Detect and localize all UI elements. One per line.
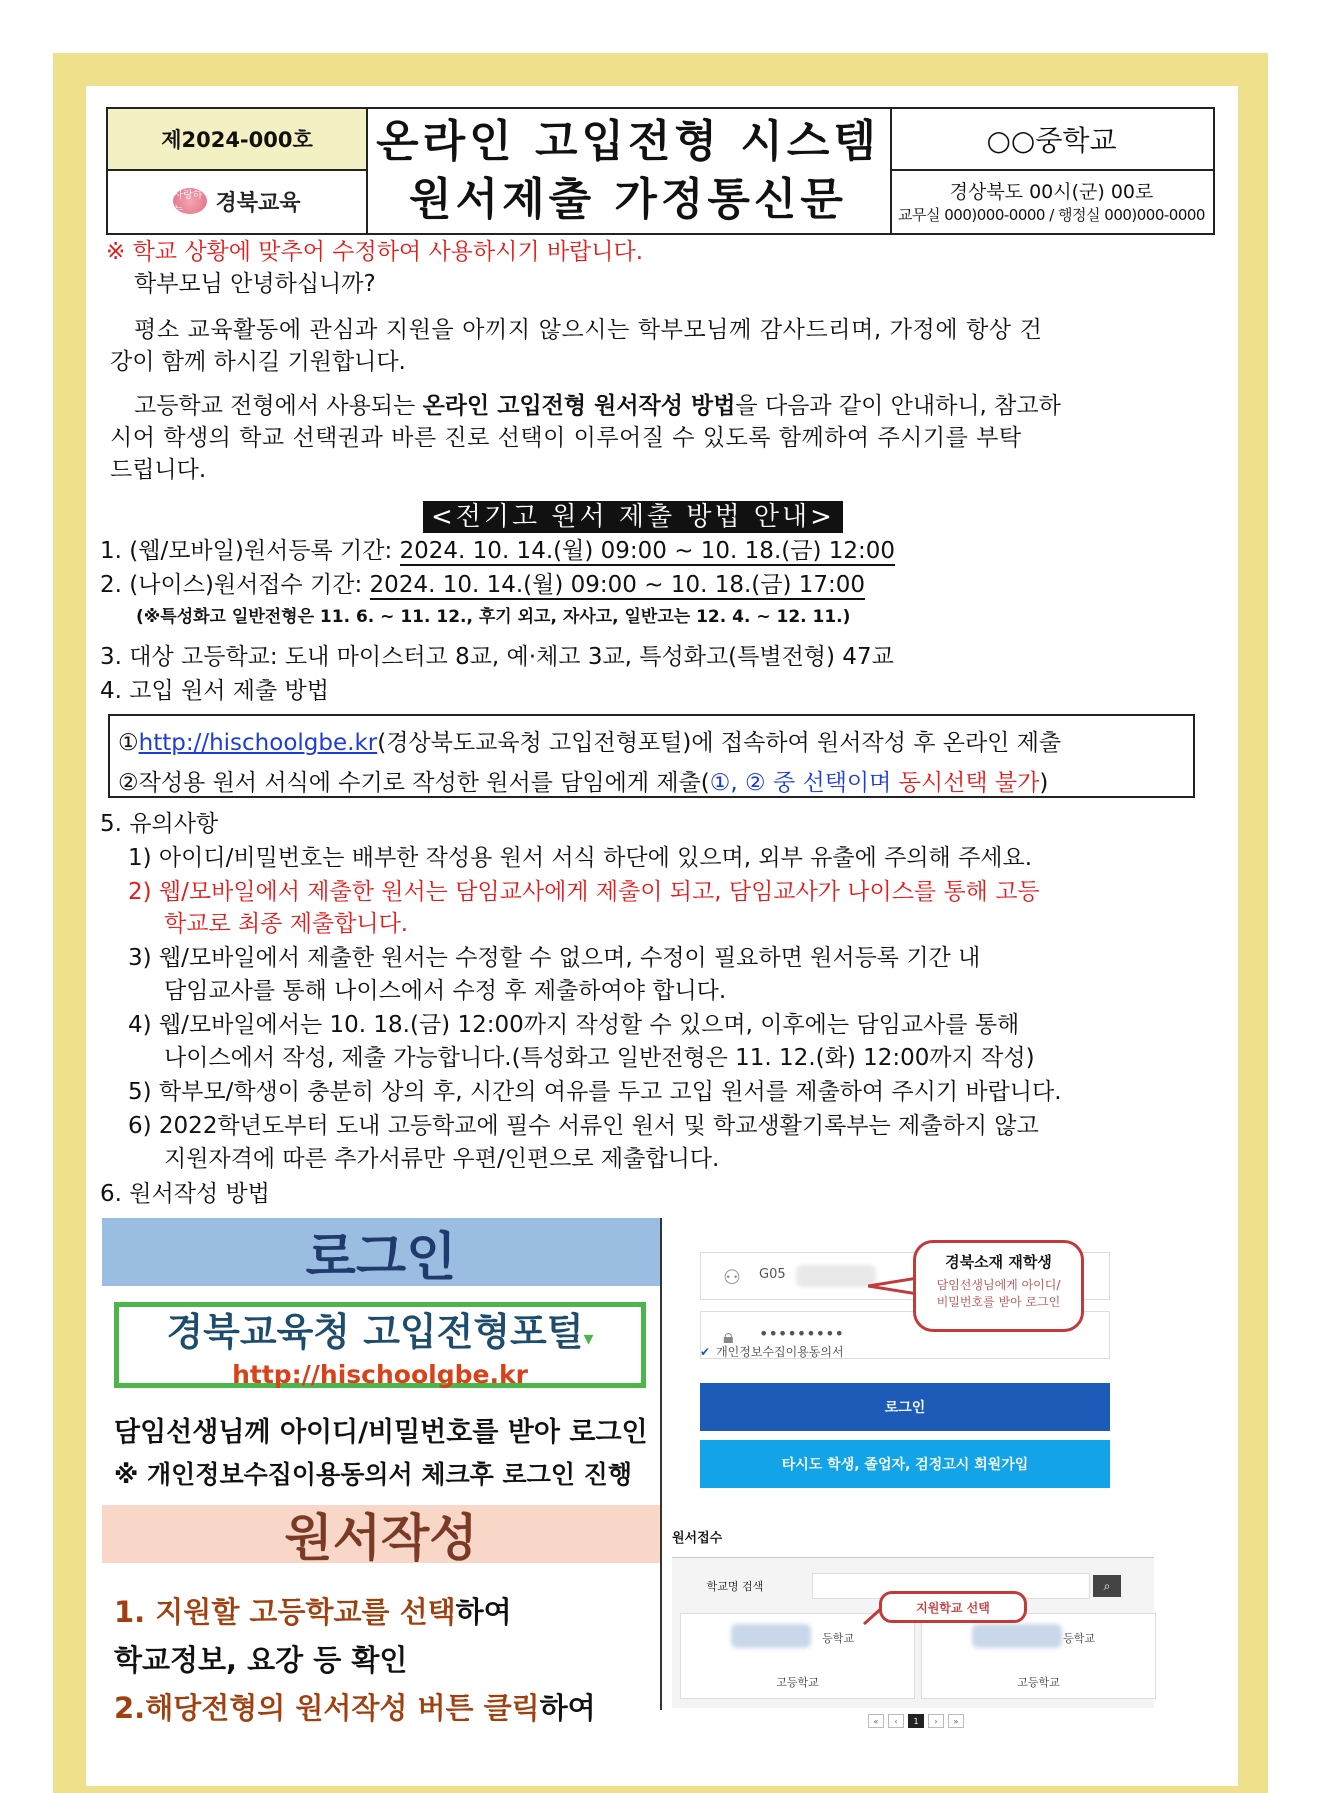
cautions-title: 5. 유의사항 — [100, 811, 219, 837]
page-last[interactable]: » — [948, 1714, 964, 1728]
greeting: 학부모님 안녕하십니까? — [134, 271, 376, 297]
header-table — [106, 107, 1215, 235]
user-icon: ⚇ — [723, 1265, 741, 1289]
caution-3a: 3) 웹/모바일에서 제출한 원서는 수정할 수 없으며, 수정이 필요하면 원서등록 기간 내 — [128, 945, 981, 971]
portal-url[interactable]: http://hischoolgbe.kr — [232, 1360, 528, 1389]
para2-line3: 드립니다. — [110, 457, 207, 483]
write-step-1 — [114, 1590, 512, 1631]
agree-label: 개인정보수집이용동의서 — [716, 1345, 844, 1359]
method-1-text: (경상북도교육청 고입전형포털)에 접속하여 원서작성 후 온라인 제출 — [377, 730, 1062, 756]
write-step-2-rest: 하여 — [539, 1691, 596, 1725]
portal-name — [119, 1309, 641, 1361]
write-step-2-emph: 2.해당전형의 원서작성 버튼 클릭 — [114, 1691, 540, 1725]
pagination — [868, 1714, 964, 1728]
address: 경상북도 00시(군) 00로 — [949, 181, 1154, 203]
callout-pointer — [868, 1272, 918, 1302]
write-step-1-emph: 1. 지원할 고등학교를 선택 — [114, 1595, 456, 1629]
login-button[interactable]: 로그인 — [700, 1383, 1110, 1431]
select-callout: 지원학교 선택 — [879, 1591, 1027, 1623]
school-card-1-bottom: 고등학교 — [776, 1676, 819, 1689]
method-2-blue: ①, ② 중 선택이며 — [709, 770, 899, 796]
caution-4b: 나이스에서 작성, 제출 가능합니다.(특성화고 일반전형은 11. 12.(화) 12:00까지 작성) — [164, 1045, 1035, 1071]
method-2-red: 동시선택 불가 — [898, 770, 1040, 796]
school-name-redacted — [972, 1624, 1062, 1648]
logo-text: 경북교육 — [215, 189, 301, 216]
method-2-text: ②작성용 원서 서식에 수기로 작성한 원서를 담임에게 제출( — [118, 770, 710, 796]
submit-methods-box — [108, 714, 1195, 798]
caution-4a: 4) 웹/모바일에서는 10. 18.(금) 12:00까지 작성할 수 있으며, 이후에는 담임교사를 통해 — [128, 1012, 1020, 1038]
school-name-redacted — [731, 1624, 811, 1648]
portal-banner — [114, 1302, 646, 1388]
method-2-end: ) — [1039, 770, 1049, 796]
school-address — [890, 169, 1213, 233]
school-card-2-top: 등학교 — [1063, 1632, 1095, 1645]
para2-bold: 온라인 고입전형 원서작성 방법 — [422, 393, 736, 419]
page-first[interactable]: « — [868, 1714, 884, 1728]
caution-2b: 학교로 최종 제출합니다. — [164, 911, 409, 937]
lock-icon: 🔒︎ — [723, 1324, 734, 1348]
id-value: G05 — [759, 1267, 786, 1282]
method-title: 6. 원서작성 방법 — [100, 1181, 270, 1207]
title-line-2: 원서제출 가정통신문 — [409, 174, 847, 225]
school-card-1-top: 등학교 — [822, 1632, 854, 1645]
caution-3b: 담임교사를 통해 나이스에서 수정 후 제출하여야 합니다. — [164, 978, 727, 1004]
login-panel-head: 로그인 — [102, 1218, 660, 1286]
item-1-label: 1. (웹/모바일)원서등록 기간: — [100, 538, 400, 564]
method-1-num: ① — [118, 730, 139, 756]
logo — [108, 169, 368, 233]
write-step-2 — [114, 1686, 596, 1727]
item-4: 4. 고입 원서 제출 방법 — [100, 678, 329, 704]
login-desc-2: ※ 개인정보수집이용동의서 체크후 로그인 진행 — [114, 1460, 632, 1489]
caution-1: 1) 아이디/비밀번호는 배부한 작성용 원서 서식 하단에 있으며, 외부 유출에 주의해 주세요. — [128, 845, 1033, 871]
caution-6b: 지원자격에 따른 추가서류만 우편/인편으로 제출합니다. — [164, 1146, 720, 1172]
write-panel-head: 원서작성 — [102, 1505, 660, 1563]
agree-checkbox[interactable] — [700, 1343, 844, 1360]
para2-pre: 고등학교 전형에서 사용되는 — [134, 393, 423, 419]
para2-post: 을 다음과 같이 안내하니, 참고하 — [735, 393, 1061, 419]
page-next[interactable]: › — [928, 1714, 944, 1728]
caution-2a: 2) 웹/모바일에서 제출한 원서는 담임교사에게 제출이 되고, 담임교사가 나이스를 통해 고등 — [128, 879, 1040, 905]
doc-number: 제2024-000호 — [108, 109, 368, 171]
portal-link[interactable]: http://hischoolgbe.kr — [138, 730, 378, 756]
title-line-1: 온라인 고입전형 시스템 — [376, 116, 880, 167]
login-desc-1: 담임선생님께 아이디/비밀번호를 받아 로그인 — [114, 1417, 648, 1448]
callout-line-2: 비밀번호를 받아 로그인 — [936, 1295, 1061, 1309]
search-icon[interactable]: ⌕ — [1093, 1575, 1121, 1597]
search-label: 학교명 검색 — [680, 1573, 790, 1599]
arrow-down-icon: ▾ — [583, 1326, 594, 1350]
item-3: 3. 대상 고등학교: 도내 마이스터고 8교, 예·체고 3교, 특성화고(특별전형) 47교 — [100, 644, 894, 670]
page-prev[interactable]: ‹ — [888, 1714, 904, 1728]
item-2 — [100, 569, 865, 601]
school-name: ○○중학교 — [890, 109, 1213, 171]
page-1[interactable]: 1 — [908, 1714, 924, 1728]
item-2-value: 2024. 10. 14.(월) 09:00 ~ 10. 18.(금) 17:00 — [369, 572, 866, 598]
id-redacted — [796, 1265, 876, 1287]
para2-line1 — [134, 390, 1061, 422]
callout-title: 경북소재 재학생 — [945, 1253, 1052, 1271]
join-button[interactable]: 타시도 학생, 졸업자, 검정고시 회원가입 — [700, 1440, 1110, 1488]
method-2 — [118, 764, 1048, 797]
phones: 교무실 000)000-0000 / 행정실 000)000-0000 — [898, 206, 1205, 224]
item-1 — [100, 535, 895, 567]
caution-6a: 6) 2022학년도부터 도내 고등학교에 필수 서류인 원서 및 학교생활기록부는 제출하지 않고 — [128, 1113, 1039, 1139]
method-1 — [118, 724, 1061, 757]
item-1-value: 2024. 10. 14.(월) 09:00 ~ 10. 18.(금) 12:00 — [399, 538, 896, 564]
para1-line1: 평소 교육활동에 관심과 지원을 아끼지 않으시는 학부모님께 감사드리며, 가정에 항상 건 — [134, 317, 1043, 343]
para2-line2: 시어 학생의 학교 선택권과 바른 진로 선택이 이루어질 수 있도록 함께하여 주시기를 부탁 — [110, 425, 1022, 451]
write-step-1-rest: 하여 — [455, 1595, 512, 1629]
check-icon: ✔ — [700, 1345, 711, 1359]
item-2-label: 2. (나이스)원서접수 기간: — [100, 572, 370, 598]
page-title — [366, 109, 892, 233]
portal-name-text: 경북교육청 고입전형포털 — [166, 1310, 584, 1354]
panel-divider — [660, 1218, 662, 1710]
school-card-2-bottom: 고등학교 — [1017, 1676, 1060, 1689]
para1-line2: 강이 함께 하시길 기원합니다. — [110, 349, 406, 375]
password-value: ••••••••• — [759, 1324, 844, 1343]
notice: ※ 학교 상황에 맞추어 수정하여 사용하시기 바랍니다. — [106, 239, 644, 265]
logo-badge: 사랑하는 — [173, 188, 207, 214]
write-step-1b: 학교정보, 요강 등 확인 — [114, 1643, 408, 1677]
section-title: <전기고 원서 제출 방법 안내> — [423, 501, 843, 533]
item-2-note: (※특성화고 일반전형은 11. 6. ~ 11. 12., 후기 외고, 자사고, 일반고는 12. 4. ~ 12. 11.) — [136, 607, 851, 627]
school-card-2[interactable] — [921, 1613, 1156, 1699]
login-callout — [913, 1240, 1084, 1332]
apply-title: 원서접수 — [672, 1531, 723, 1546]
caution-5: 5) 학부모/학생이 충분히 상의 후, 시간의 여유를 두고 고입 원서를 제출하여 주시기 바랍니다. — [128, 1079, 1062, 1105]
callout-line-1: 담임선생님에게 아이디/ — [936, 1278, 1061, 1292]
